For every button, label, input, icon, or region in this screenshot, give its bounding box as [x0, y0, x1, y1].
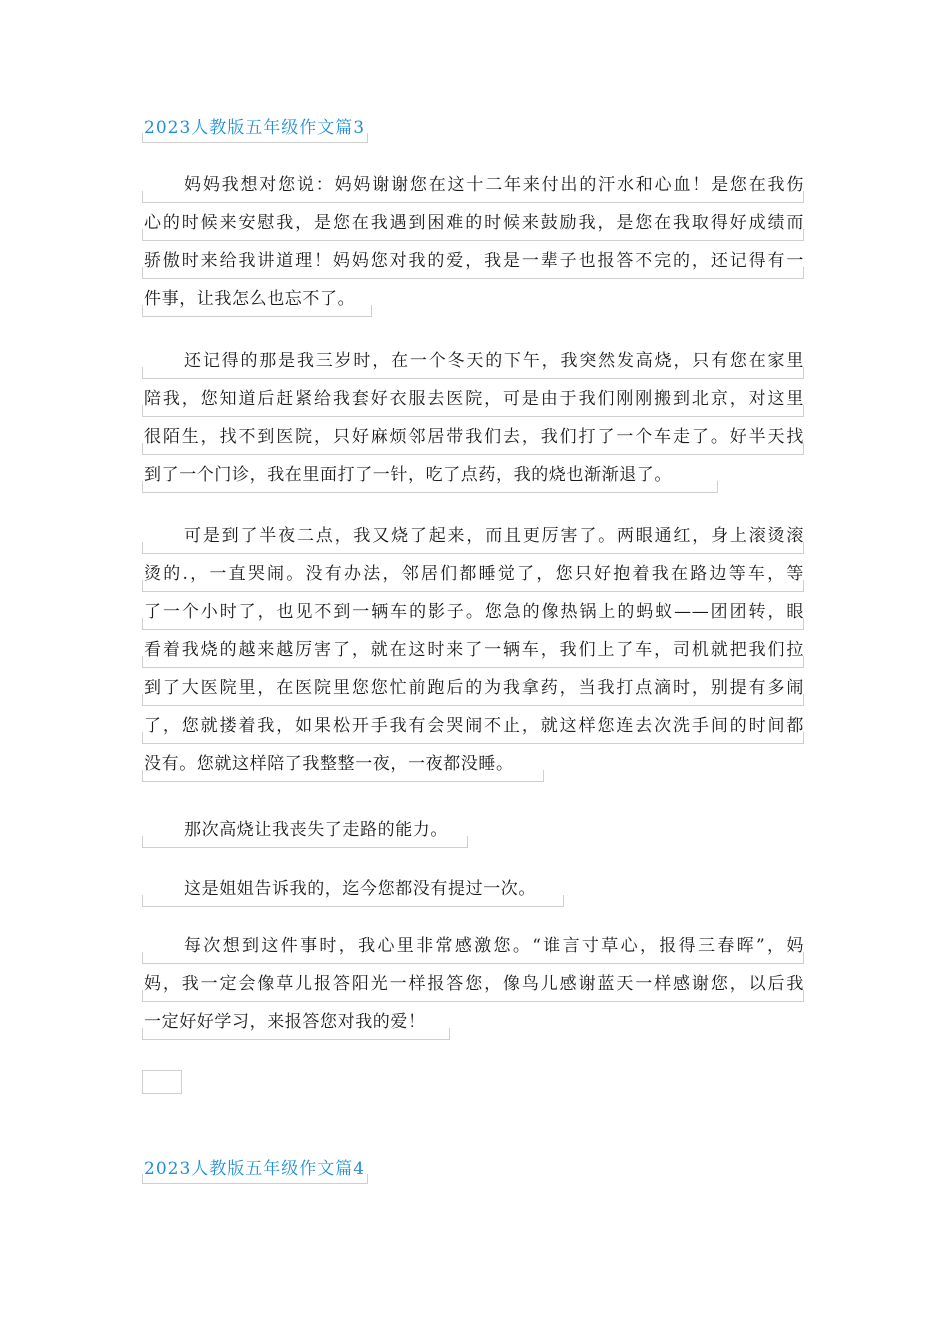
paragraph-line: 那次高烧让我丧失了走路的能力。 — [142, 817, 808, 843]
paragraph-line: 陪我，您知道后赶紧给我套好衣服去医院，可是由于我们刚刚搬到北京，对这里 — [142, 386, 804, 412]
paragraph-line: 件事，让我怎么也忘不了。 — [142, 286, 808, 312]
paragraph-5 — [142, 876, 808, 914]
paragraph-line: 骄傲时来给我讲道理！妈妈您对我的爱，我是一辈子也报答不完的，还记得有一 — [142, 248, 804, 274]
paragraph-1 — [142, 172, 808, 324]
paragraph-line: 没有。您就这样陪了我整整一夜，一夜都没睡。 — [142, 751, 808, 777]
paragraph-line: 很陌生，找不到医院，只好麻烦邻居带我们去，我们打了一个车走了。好半天找 — [142, 424, 804, 450]
paragraph-line: 妈妈我想对您说：妈妈谢谢您在这十二年来付出的汗水和心血！是您在我伤 — [142, 172, 804, 198]
paragraph-2 — [142, 348, 808, 500]
paragraph-line: 了一个小时了，也见不到一辆车的影子。您急的像热锅上的蚂蚁——团团转，眼 — [142, 599, 804, 625]
paragraph-line: 心的时候来安慰我，是您在我遇到困难的时候来鼓励我，是您在我取得好成绩而 — [142, 210, 804, 236]
paragraph-line: 一定好好学习，来报答您对我的爱！ — [142, 1009, 808, 1035]
paragraph-line: 看着我烧的越来越厉害了，就在这时来了一辆车，我们上了车，司机就把我们拉 — [142, 637, 804, 663]
paragraph-line: 还记得的那是我三岁时，在一个冬天的下午，我突然发高烧，只有您在家里 — [142, 348, 804, 374]
paragraph-6 — [142, 933, 808, 1047]
paragraph-line: 可是到了半夜二点，我又烧了起来，而且更厉害了。两眼通红，身上滚烫滚 — [142, 523, 804, 549]
paragraph-line: 这是姐姐告诉我的，迄今您都没有提过一次。 — [142, 876, 808, 902]
paragraph-3 — [142, 523, 808, 789]
paragraph-line: 了，您就搂着我，如果松开手我有会哭闹不止，就这样您连去次洗手间的时间都 — [142, 713, 804, 739]
paragraph-line: 每次想到这件事时，我心里非常感激您。“谁言寸草心，报得三春晖”，妈 — [142, 933, 804, 959]
paragraph-line: 烫的.，一直哭闹。没有办法，邻居们都睡觉了，您只好抱着我在路边等车，等 — [142, 561, 804, 587]
section-heading-3 — [142, 116, 368, 140]
heading-text: 2023人教版五年级作文篇3 — [144, 118, 366, 138]
paragraph-4 — [142, 817, 808, 855]
heading-text: 2023人教版五年级作文篇4 — [144, 1159, 366, 1179]
paragraph-line: 妈，我一定会像草儿报答阳光一样报答您，像鸟儿感谢蓝天一样感谢您，以后我 — [142, 971, 804, 997]
paragraph-line: 到了一个门诊，我在里面打了一针，吃了点药，我的烧也渐渐退了。 — [142, 462, 808, 488]
paragraph-line: 到了大医院里，在医院里您您忙前跑后的为我拿药，当我打点滴时，别提有多闹 — [142, 675, 804, 701]
empty-text-box — [142, 1070, 182, 1094]
section-heading-4 — [142, 1157, 368, 1181]
